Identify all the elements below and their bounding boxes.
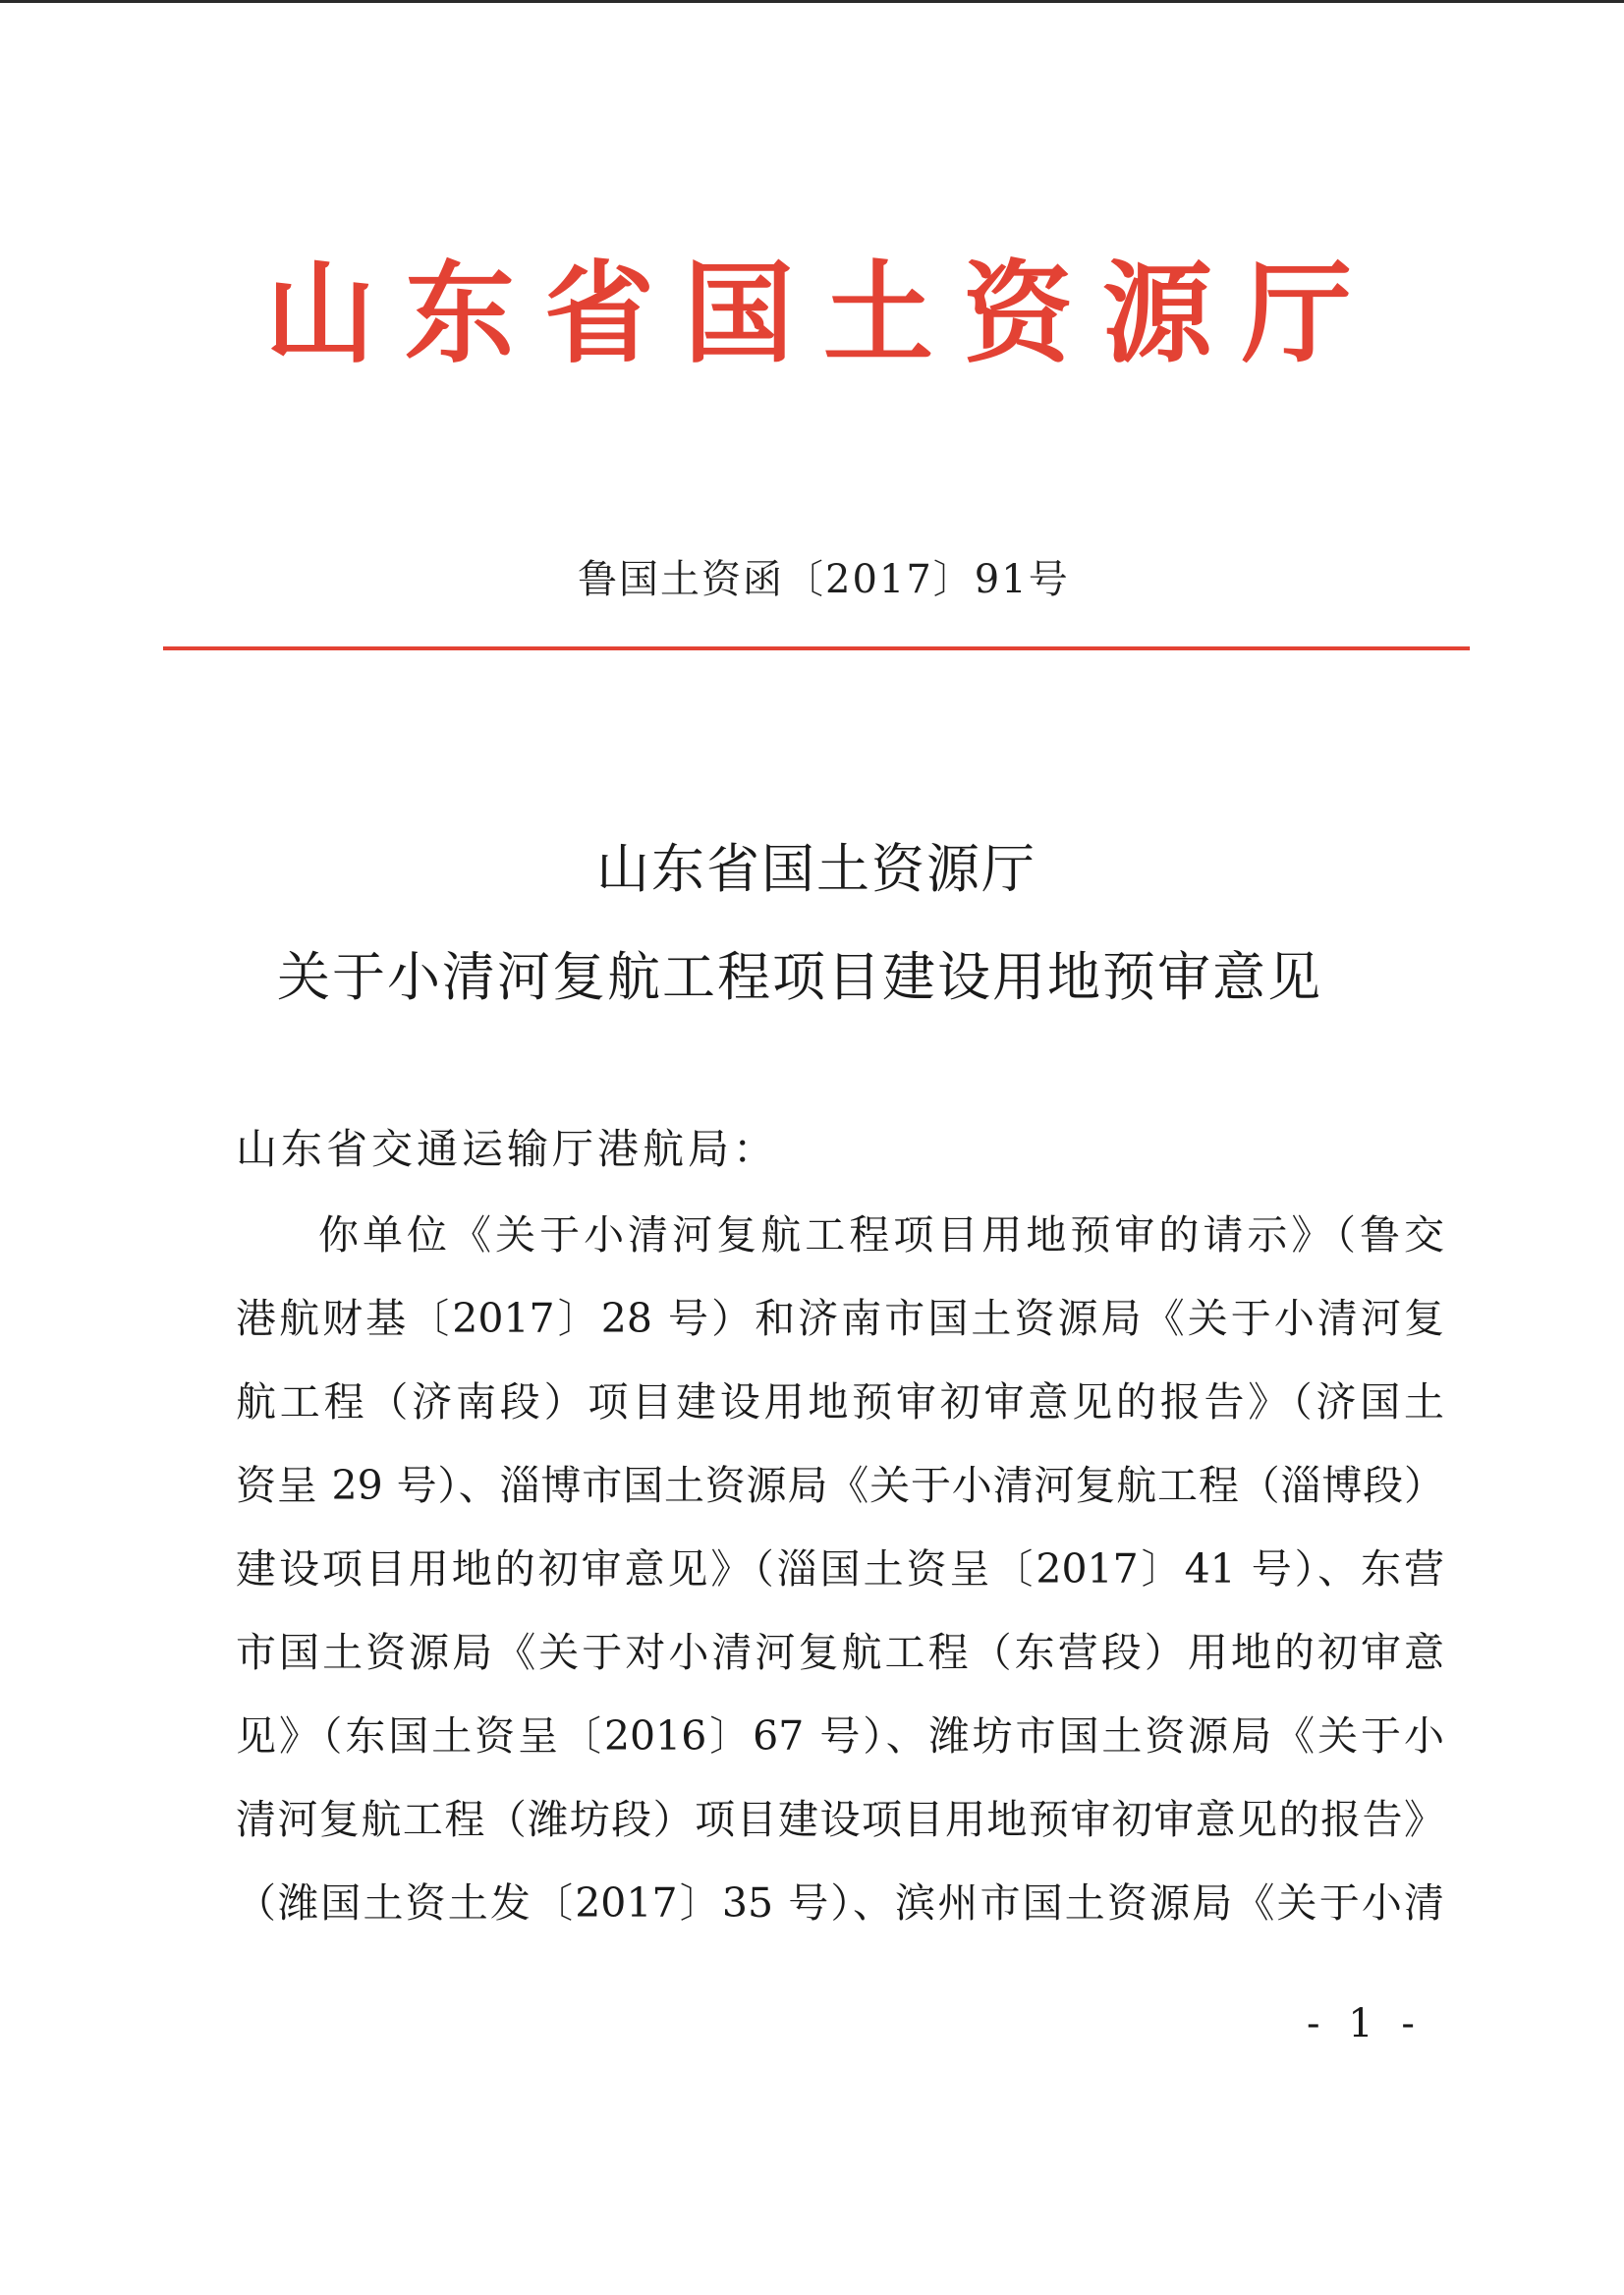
- body-line: 见》（东国土资呈〔2016〕67 号）、潍坊市国土资源局《关于小: [236, 1712, 1444, 1760]
- body-text: [236, 1205, 1444, 1957]
- body-line: 你单位《关于小清河复航工程项目用地预审的请示》（鲁交: [318, 1211, 1444, 1259]
- red-divider-line: [163, 646, 1470, 650]
- body-line: 资呈 29 号）、淄博市国土资源局《关于小清河复航工程（淄博段）: [236, 1462, 1444, 1509]
- body-line: （潍国土资土发〔2017〕35 号）、滨州市国土资源局《关于小清: [236, 1879, 1444, 1927]
- issuer-masthead: 山东省国土资源厅: [265, 250, 1381, 378]
- title-line-subject: 关于小清河复航工程项目建设用地预审意见: [277, 946, 1322, 1008]
- body-line: 航工程（济南段）项目建设用地预审初审意见的报告》（济国土: [236, 1378, 1444, 1426]
- body-line: 港航财基〔2017〕28 号）和济南市国土资源局《关于小清河复: [236, 1295, 1444, 1342]
- body-line: 市国土资源局《关于对小清河复航工程（东营段）用地的初审意: [236, 1629, 1444, 1676]
- body-line: 建设项目用地的初审意见》（淄国土资呈〔2017〕41 号）、东营: [236, 1545, 1444, 1593]
- scan-top-edge: [0, 0, 1624, 3]
- document-number: 鲁国土资函〔2017〕91号: [578, 557, 1070, 602]
- body-line: 清河复航工程（潍坊段）项目建设项目用地预审初审意见的报告》: [236, 1796, 1444, 1843]
- document-title: [163, 815, 1470, 1032]
- page-number: - 1 -: [1307, 2001, 1423, 2046]
- salutation: 山东省交通运输厅港航局：: [236, 1125, 779, 1173]
- title-line-issuer: 山东省国土资源厅: [596, 838, 1036, 900]
